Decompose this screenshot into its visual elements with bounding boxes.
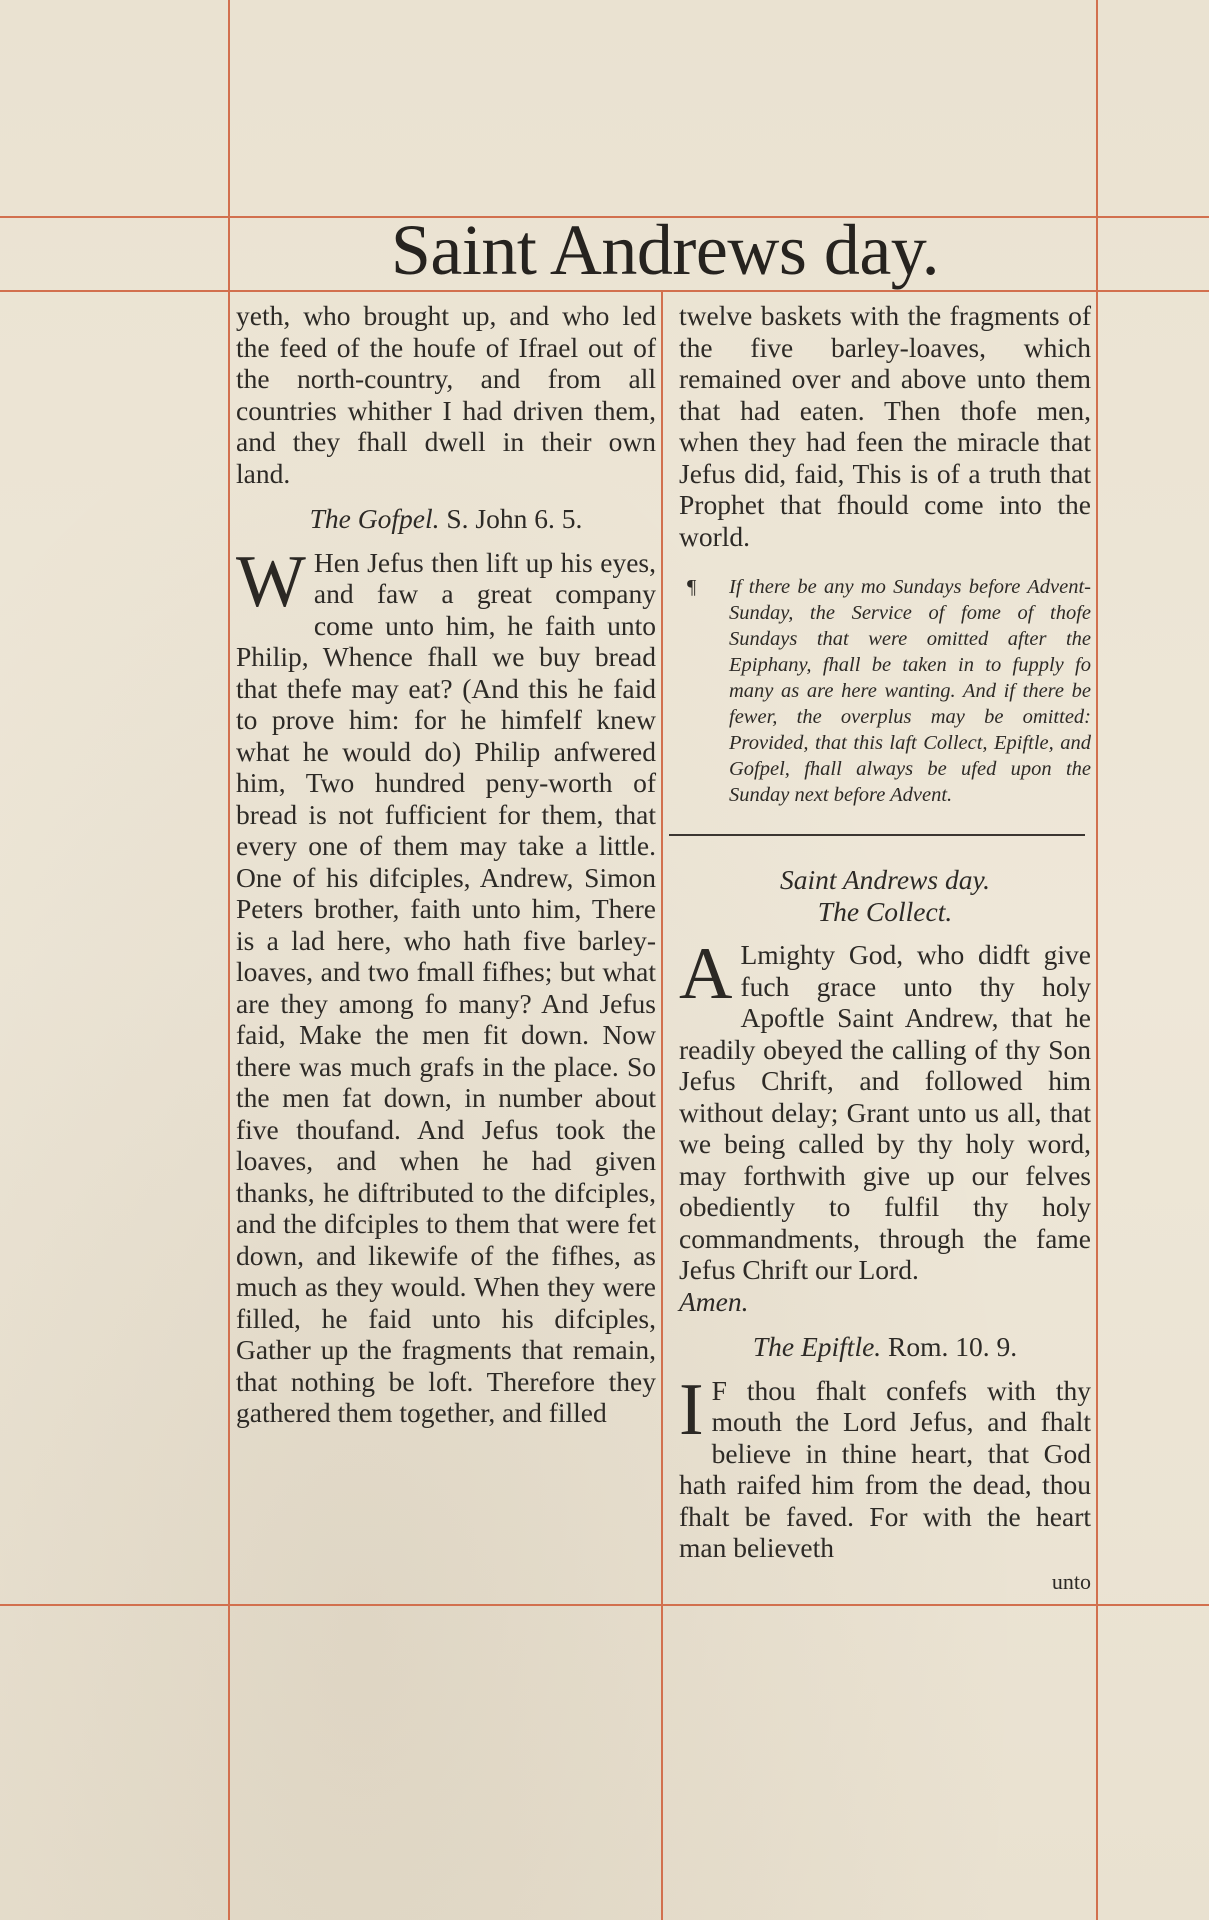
gospel-dropcap: W (236, 540, 306, 623)
pilcrow-icon: ¶ (687, 576, 697, 598)
collect-text: Lmighty God, who didft give fuch grace unto thy holy Apoftle Saint Andrew, that he readily obeyed the calling of thy Son Jefus Chrift, and followed him without delay; Grant unto us all, that we being called by thy holy word, may forthwith give up our felves obediently to fulfil thy holy commandments, through the fame Jefus Chrift our Lord. (679, 939, 1091, 1285)
rubric-text: If there be any mo Sundays before Advent-Sunday, the Service of fome of thofe Sundays that were omitted after the Epiphany, fhall be taken in to fupply fo many as are here wanting. And if there be fewer, the overplus may be omitted: Provided, that this laft Collect, Epiftle, and Gofpel, fhall always be ufed upon the Sunday next before Advent. (729, 576, 1091, 806)
gospel-heading-label: The Gofpel. (309, 503, 440, 534)
epistle-text: F thou fhalt confefs with thy mouth the Lord Jefus, and fhalt believe in thine heart, that God hath raifed him from the dead, thou fhalt be faved. For with the heart man believeth (679, 1374, 1091, 1563)
page-title: Saint Andrews day. (390, 210, 940, 290)
epistle-heading (679, 1331, 1091, 1363)
collect-body (679, 933, 1091, 1286)
rule-bottom (0, 1604, 1209, 1606)
rule-under-title (0, 290, 1209, 292)
epistle-body (679, 1368, 1091, 1564)
feast-heading: Saint Andrews day. (779, 864, 991, 895)
rubric-note (679, 574, 1091, 808)
gospel-reference: S. John 6. 5. (446, 503, 583, 534)
collect-heading: The Collect. (817, 895, 953, 927)
left-column (236, 300, 656, 1429)
epistle-heading-label: The Epiftle. (752, 1331, 882, 1362)
section-divider (669, 834, 1085, 836)
gospel-body (236, 540, 656, 1429)
gospel-continuation: twelve baskets with the fragments of the five barley-loaves, which remained over and above unto them that had eaten. Then thofe men, when they had feen the miracle that Jefus did, faid, This is of a truth that Prophet that fhould come into the world. (679, 300, 1091, 552)
collect-dropcap: A (679, 933, 733, 1015)
right-column (679, 300, 1091, 1597)
rule-center (661, 290, 663, 1920)
catchword: unto (1051, 1568, 1091, 1594)
gospel-heading (236, 503, 656, 535)
amen: Amen. (679, 1285, 749, 1317)
lesson-ending: yeth, who brought up, and who led the feed of the houfe of Ifrael out of the north-country, and from all countries whither I had driven them, and they fhall dwell in their own land. (236, 300, 656, 489)
epistle-dropcap: I (679, 1368, 704, 1451)
gospel-text: Hen Jefus then lift up his eyes, and faw a great company come unto him, he faith unto Philip, Whence fhall we buy bread that thefe may eat? (And this he faid to prove him: for he himfelf knew what he would do) Philip anfwered him, Two hundred peny-worth of bread is not fufficient for them, that every one of them may take a little. One of his difciples, Andrew, Simon Peters brother, faith unto him, There is a lad here, who hath five barley-loaves, and two fmall fifhes; but what are they among fo many? And Jefus faid, Make the men fit down. Now there was much grafs in the place. So the men fat down, in number about five thoufand. And Jefus took the loaves, and when he had given thanks, he diftributed to the difciples, and the difciples to them that were fet down, and likewife of the fifhes, as much as they would. When they were filled, he faid unto his difciples, Gather up the fragments that remain, that nothing be loft. Therefore they gathered them together, and filled (236, 546, 656, 1428)
epistle-reference: Rom. 10. 9. (888, 1331, 1018, 1362)
